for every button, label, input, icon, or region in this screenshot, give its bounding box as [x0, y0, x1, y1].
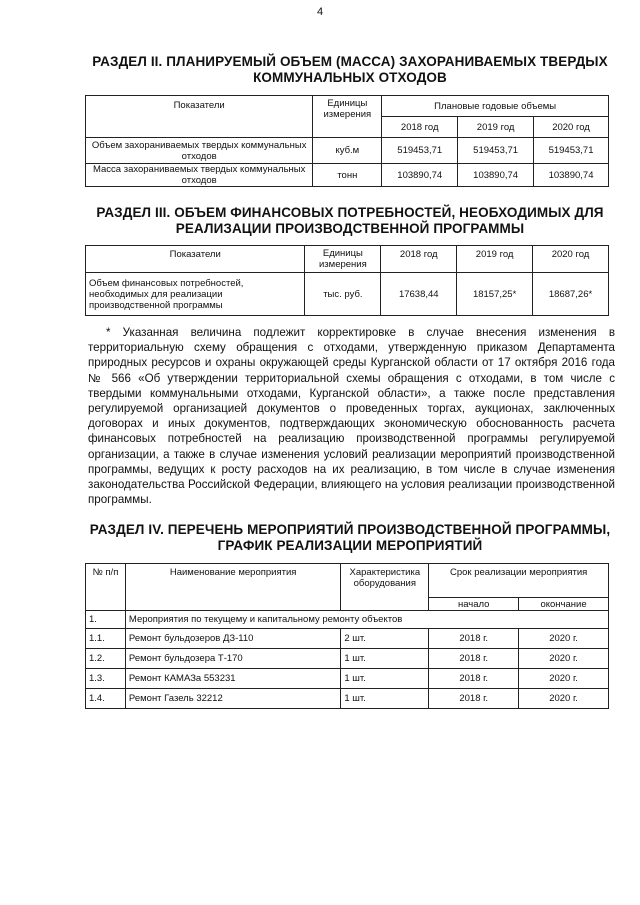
- table-row: [86, 611, 609, 629]
- s2-row1-value-2020: 519453,71: [534, 138, 609, 164]
- s4-row-equipment: 1 шт.: [341, 689, 429, 709]
- s4-row-num: 1.4.: [86, 689, 126, 709]
- s3-header-year-2018: 2018 год: [381, 246, 457, 273]
- s4-row-name: Ремонт бульдозеров ДЗ-110: [125, 629, 340, 649]
- s2-row2-unit: тонн: [313, 164, 382, 187]
- s4-row-equipment: 2 шт.: [341, 629, 429, 649]
- section4-title: [80, 522, 620, 554]
- section4-title-line2: ГРАФИК РЕАЛИЗАЦИИ МЕРОПРИЯТИЙ: [217, 538, 483, 553]
- s2-row2-value-2019: 103890,74: [458, 164, 534, 187]
- s3-header-year-2019: 2019 год: [457, 246, 533, 273]
- section2-table: [85, 95, 609, 187]
- section4-table: [85, 563, 609, 709]
- section2-title-line2: КОММУНАЛЬНЫХ ОТХОДОВ: [253, 70, 447, 85]
- section3-title-line1: РАЗДЕЛ III. ОБЪЕМ ФИНАНСОВЫХ ПОТРЕБНОСТЕЙ, НЕОБХОДИМЫХ ДЛЯ: [96, 205, 604, 220]
- s2-header-year-2020: 2020 год: [534, 117, 609, 138]
- section2-title: [80, 54, 620, 86]
- s4-row-end: 2020 г.: [519, 629, 609, 649]
- s4-header-start: начало: [429, 598, 519, 611]
- s3-header-year-2020: 2020 год: [533, 246, 609, 273]
- s3-row-value-2018: 17638,44: [381, 273, 457, 316]
- s4-row-num: 1.3.: [86, 669, 126, 689]
- s3-header-indicators: Показатели: [86, 246, 305, 273]
- s4-header-name: Наименование мероприятия: [125, 564, 340, 611]
- s2-header-planned: Плановые годовые объемы: [382, 96, 609, 117]
- s4-header-period: Срок реализации мероприятия: [429, 564, 609, 598]
- s4-header-num: № п/п: [86, 564, 126, 611]
- s3-row-value-2020: 18687,26*: [533, 273, 609, 316]
- s4-row-end: 2020 г.: [519, 649, 609, 669]
- section4-title-line1: РАЗДЕЛ IV. ПЕРЕЧЕНЬ МЕРОПРИЯТИЙ ПРОИЗВОДСТВЕННОЙ ПРОГРАММЫ,: [89, 522, 611, 537]
- s4-row-start: 2018 г.: [429, 689, 519, 709]
- s4-row-name: Ремонт Газель 32212: [125, 689, 340, 709]
- s2-row1-value-2018: 519453,71: [382, 138, 458, 164]
- s2-row2-value-2020: 103890,74: [534, 164, 609, 187]
- s4-row-start: 2018 г.: [429, 649, 519, 669]
- s2-header-units: Единицы измерения: [313, 96, 382, 138]
- footnote-paragraph: * Указанная величина подлежит корректировке в случае внесения изменения в территориальную схему обращения с отходами, утвержденную приказом Департамента природных ресурсов и охраны окружающей среды Курганской области от 17 октября 2016 года № 566 «Об утверждении территориальной схемы обращения с отходами, в том числе с твердыми коммунальными отходами, Курганской области», а также после представления регулируемой организацией документов о проведенных торгах, аукционах, заключенных договорах и иных документов, подтверждающих экономическую обоснованность расчета финансовых потребностей на реализацию производственной программы регулируемой организации, а также в случае изменения условий реализации мероприятий производственной программы, ведущих к росту расходов на их реализацию, в том числе в случае изменения законодательства Российской Федерации, влияющего на условия реализации производственной программы.: [88, 326, 615, 507]
- s2-row1-name: Объем захораниваемых твердых коммунальных отходов: [86, 138, 313, 164]
- s4-row-name: Ремонт бульдозера Т-170: [125, 649, 340, 669]
- s4-row-equipment: 1 шт.: [341, 649, 429, 669]
- section3-title: [80, 205, 620, 237]
- section3-title-line2: РЕАЛИЗАЦИИ ПРОИЗВОДСТВЕННОЙ ПРОГРАММЫ: [175, 221, 525, 236]
- s4-group-name: Мероприятия по текущему и капитальному ремонту объектов: [125, 611, 608, 629]
- s4-header-end: окончание: [519, 598, 609, 611]
- s4-row-name: Ремонт КАМАЗа 553231: [125, 669, 340, 689]
- s2-header-year-2018: 2018 год: [382, 117, 458, 138]
- s2-row2-name: Масса захораниваемых твердых коммунальных отходов: [86, 164, 313, 187]
- s2-row2-value-2018: 103890,74: [382, 164, 458, 187]
- table-row: [86, 138, 609, 164]
- s4-header-equipment: Характеристика оборудования: [341, 564, 429, 611]
- s4-row-end: 2020 г.: [519, 689, 609, 709]
- s2-header-indicators: Показатели: [86, 96, 313, 138]
- page-number: 4: [316, 6, 324, 18]
- table-row: [86, 629, 609, 649]
- s2-header-year-2019: 2019 год: [458, 117, 534, 138]
- s4-row-end: 2020 г.: [519, 669, 609, 689]
- table-row: [86, 273, 609, 316]
- s3-row-name: Объем финансовых потребностей, необходимых для реализации производственной программы: [86, 273, 305, 316]
- s4-row-start: 2018 г.: [429, 629, 519, 649]
- s3-header-units: Единицы измерения: [305, 246, 381, 273]
- s4-row-num: 1.1.: [86, 629, 126, 649]
- s2-row1-value-2019: 519453,71: [458, 138, 534, 164]
- table-row: [86, 649, 609, 669]
- s4-row-num: 1.2.: [86, 649, 126, 669]
- section2-title-line1: РАЗДЕЛ II. ПЛАНИРУЕМЫЙ ОБЪЕМ (МАССА) ЗАХОРАНИВАЕМЫХ ТВЕРДЫХ: [92, 54, 608, 69]
- s4-group-num: 1.: [86, 611, 126, 629]
- s4-row-equipment: 1 шт.: [341, 669, 429, 689]
- table-row: [86, 164, 609, 187]
- s3-row-unit: тыс. руб.: [305, 273, 381, 316]
- s2-row1-unit: куб.м: [313, 138, 382, 164]
- table-row: [86, 689, 609, 709]
- s4-row-start: 2018 г.: [429, 669, 519, 689]
- table-row: [86, 669, 609, 689]
- section3-table: [85, 245, 609, 316]
- s3-row-value-2019: 18157,25*: [457, 273, 533, 316]
